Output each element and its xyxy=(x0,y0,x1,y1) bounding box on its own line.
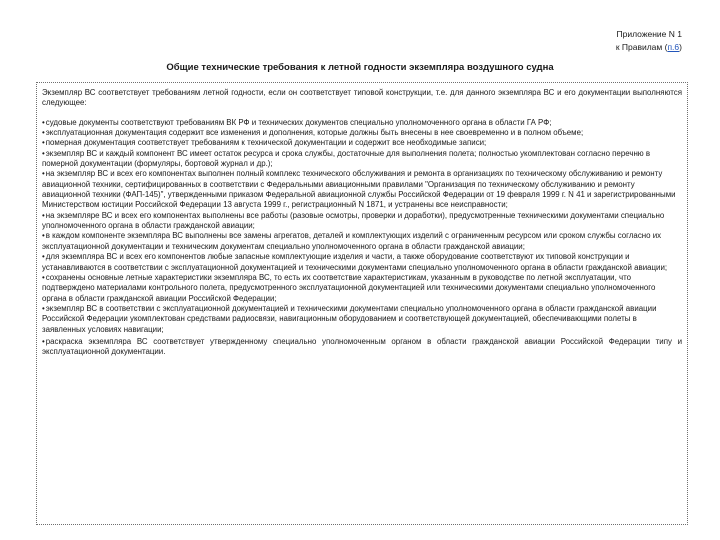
intro-paragraph: Экземпляр ВС соответствует требованиям летной годности, если он соответствует типовой конструкции, т.е. для данного экземпляра ВС и его документации выполняются следующее: xyxy=(42,88,682,108)
list-item xyxy=(42,138,682,148)
bullet-icon: • xyxy=(42,252,45,262)
list-item xyxy=(42,231,682,252)
clause-link[interactable]: п.6 xyxy=(667,42,680,52)
document-title: Общие технические требования к летной годности экземпляра воздушного судна xyxy=(166,62,554,73)
bullet-icon: • xyxy=(42,231,45,241)
rules-prefix: к Правилам ( xyxy=(615,42,668,52)
bullet-icon: • xyxy=(42,138,45,148)
list-item-text: на экземпляре ВС и всех его компонентах выполнены все работы (разовые осмотры, проверки и доработки), предусмотренные техническими документами специально уполномоченного органа в области гражданской авиации; xyxy=(42,210,665,231)
list-item-text: померная документация соответствует требованиям к технической документации и содержит все необходимые записи; xyxy=(45,138,487,148)
bullet-icon: • xyxy=(42,272,45,282)
list-item-text: на экземпляр ВС и всех его компонентах выполнен полный комплекс технического обслуживания и ремонта в организациях по техническому обслуживанию и ремонту авиационной техники, сертифицированных в соответствии с Федеральными авиационными правилами "Организация по техническому обслуживанию и ремонту авиационной техники (ФАП-145)", утвержденными приказом Федеральной авиационной службы Российской Федерации от 19 февраля 1999 г. N 41 и зарегистрированными Министерством юстиции Российской Федерации 13 августа 1999 г., регистрационный N 1871, и устранены все неисправности; xyxy=(42,169,676,210)
bullet-icon: • xyxy=(42,117,45,127)
bullet-icon: • xyxy=(42,336,45,346)
appendix-reference xyxy=(482,28,682,54)
list-item-text: сохранены основные летные характеристики экземпляра ВС, то есть их соответствие характеристикам, указанным в руководстве по летной эксплуатации, что подтверждено материалами контрольного полета, предусмотренного эксплуатационной документацией или техническими документами специально уполномоченного органа в области гражданской авиации Российской Федерации; xyxy=(42,272,656,303)
list-item-text: для экземпляра ВС и всех его компонентов любые запасные комплектующие изделия и части, а также оборудование соответствуют их типовой конструкции и устанавливаются в соответствии с эксплуатационной документацией и техническими документами специально уполномоченного органа в области гражданской авиации; xyxy=(42,252,668,272)
list-item xyxy=(42,128,682,138)
list-item xyxy=(42,337,682,358)
bullet-icon: • xyxy=(42,148,45,158)
list-item-text: экземпляр ВС в соответствии с эксплуатационной документацией и техническими документами специально уполномоченного органа в области гражданской авиации Российской Федерации укомплектован средствами радиосвязи, навигационным оборудованием и соответствующей документацией, обеспечивающими полеты в заявленных условиях навигации; xyxy=(42,303,657,334)
appendix-number: Приложение N 1 xyxy=(616,29,682,39)
bullet-icon: • xyxy=(42,303,45,313)
list-item xyxy=(42,273,682,304)
list-item-text: судовые документы соответствуют требованиям ВК РФ и технических документов специально уполномоченного органа в области ГА РФ; xyxy=(45,117,552,127)
list-item xyxy=(42,149,682,170)
rules-suffix: ) xyxy=(679,42,682,52)
list-item-text: эксплуатационная документация содержит все изменения и дополнения, которые должны быть внесены в нее своевременно и в полном объеме; xyxy=(45,128,584,138)
rules-reference xyxy=(482,41,682,54)
bullet-icon: • xyxy=(42,169,45,179)
bullet-icon: • xyxy=(42,210,45,220)
requirements-frame xyxy=(36,82,688,525)
bullet-icon: • xyxy=(42,128,45,138)
list-item-text: в каждом компоненте экземпляра ВС выполнены все замены агрегатов, деталей и комплектующих изделий с ограниченным ресурсом или сроком службы согласно их эксплуатационной документации и техническим документам специально уполномоченного органа в области гражданской авиации; xyxy=(42,231,662,251)
list-item-text: экземпляр ВС и каждый компонент ВС имеет остаток ресурса и срока службы, достаточные для выполнения полета; полностью укомплектован согласно перечню в померной документации (формуляры, бортовой журнал и др.); xyxy=(42,148,651,169)
list-item xyxy=(42,252,682,273)
list-item-text: раскраска экземпляра ВС соответствует утвержденному специально уполномоченным органом в области гражданской авиации Российской Федерации типу и эксплуатационной документации. xyxy=(42,336,682,357)
list-item xyxy=(42,118,682,128)
list-item xyxy=(42,211,682,232)
list-item xyxy=(42,169,682,210)
list-item xyxy=(42,304,682,335)
